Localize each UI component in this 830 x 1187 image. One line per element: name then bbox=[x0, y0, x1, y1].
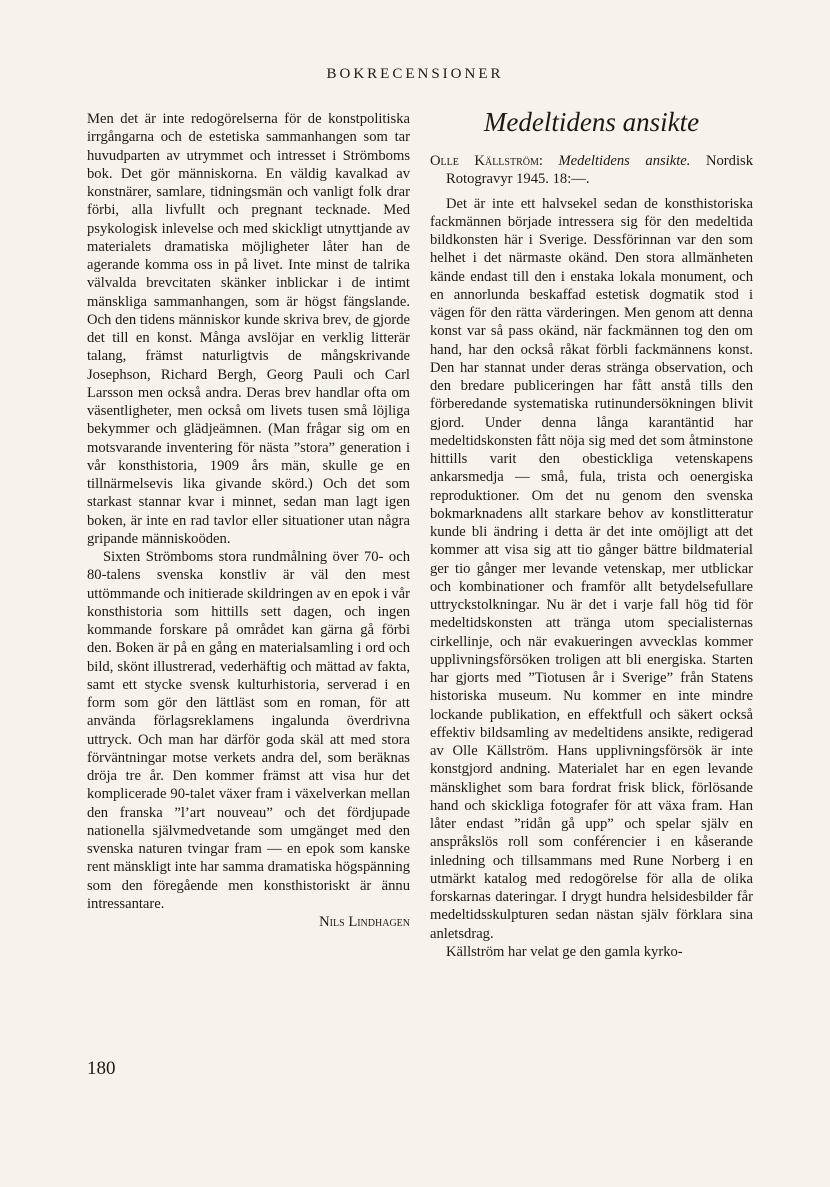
review-paragraph: Men det är inte redogörelserna för de konstpolitiska irrgångarna och de estetiska sammanhangen som tar huvudparten av utrymmet och intresset i Strömboms bok. Det gör människorna. En väldig kavalkad av konstnärer, samlare, tidningsmän och vanligt folk drar förbi, alla livfullt och pregnant tecknade. Med psykologisk inlevelse och med skickligt utnyttjande av materialets dramatiska möjligheter låter han de agerande komma oss in på livet. Inte minst de talrika välvalda brevcitaten skänker inblickar i de intimt mänskliga sammanhangen, som är högst fängslande. Och den tidens människor kunde skriva brev, de gjorde det till en konst. Många avslöjar en verklig litterär talang, främst naturligtvis de mångskrivande Josephson, Richard Bergh, Georg Pauli och Carl Larsson men också andra. Deras brev handlar ofta om väsentligheter, men också om livets tusen små löjliga bekymmer och glädjeämnen. (Man frågar sig om en motsvarande inventering för nästa ”stora” generation i vår konsthistoria, 1909 års män, skulle ge en tillnärmelsevis lika givande skörd.) Och det som starkast stannar kvar i minnet, sedan man lagt igen boken, är inte en rad tavlor eller situationer utan några gripande människoöden. bbox=[87, 111, 410, 547]
book-publisher: Nordisk Rotogravyr 1945. 18:—. bbox=[446, 153, 753, 188]
book-author: Olle Källström: bbox=[430, 153, 543, 169]
review-paragraph: Det är inte ett halvsekel sedan de konsthistoriska fackmännen började intressera sig för den medeltida bildkonsten här i Sverige. Dessförinnan var den som helhet i det närmaste okänd. Den stora allmänheten kände endast till den i enstaka lokala monument, och en annorlunda beskaffad estetisk dogmatik stod i vägen för den rätta värderingen. Men genom att denna konst var så pass okänd, när fackmännen tog den om hand, har den också råkat förbli fackmännens konst. Den har stannat under deras stränga observation, och den bredare publiceringen har fått anstå tills den förberedande systematiska rutinundersökningen blivit gjord. Under denna långa karantäntid har medeltidskonsten fått nöja sig med det som åtminstone hittills varit den obestickliga vetenskapens ankarsmedja — små, fula, trista och oenergiska reproduktioner. Om det nu genom den svenska bokmarknadens allt starkare behov av konstlitteratur kunde bli ändring i detta är det inte omöjligt att det kommer att visa sig att tio gånger bättre bildmaterial ger tio gånger mer levande vetenskap, mer utblickar och kombinationer och framför allt betydelsefullare uttryckstolkningar. Nu är det i varje fall hög tid för medeltidskonsten att tränga utom specialisternas cirkellinje, och när evakueringen avvecklas kommer upplivningsförsöken troligen att bli energiska. Starten har gjorts med ”Tiotusen år i Sverige” från Statens historiska museum. Nu kommer en inte mindre lockande publikation, en effektfull och säkert också effektiv bildsamling av medeltidens ansikte, redigerad av Olle Källström. Hans upplivningsförsök är inte konstgjord andning. Materialet har en egen levande mänsklighet som bara fordrat frisk blick, förlösande hand och skickliga fotografer för att växa fram. Han låter endast ”ridån gå upp” och spelar själv en anspråkslös roll som conférencier i en kåserande inledning och tillsammans med Rune Norberg i en utmärkt katalog med redogörelse för alla de olika forskarnas dateringar. I drygt hundra helsidesbilder får medeltidsskulpturen sedan nästan själv förklara sina anletsdrag. bbox=[430, 195, 753, 942]
review-paragraph: Sixten Strömboms stora rundmålning över 70- och 80-talens svenska konstliv är väl den mest uttömmande och initierade skildringen av en epok i vår konsthistoria som hittills sett dagen, och ingen kommande forskare på området kan gärna gå förbi den. Boken är på en gång en materialsamling i ord och bild, skönt illustrerad, vederhäftig och mättad av fakta, samt ett stycke svensk kulturhistoria, serverad i en form som gör den lättläst som en roman, för att använda förlagsreklamens ingalunda överdrivna uttryck. Och man har därför goda skäl att med stora förväntningar motse verkets andra del, som beräknas dröja tre år. Den kommer främst att visa hur det komplicerade 90-talet växer fram i växelverkan mellan den franska ”l’art nouveau” och det fördjupade nationella självmedvetande som umgänget med den svenska naturen tvingar fram — en epok som kanske rent mänskligt inte har samma dramatiska högspänning som den föregående men konsthistoriskt är ännu intressantare. bbox=[87, 549, 410, 912]
article-title: Medeltidens ansikte bbox=[483, 107, 700, 137]
running-head: BOKRECENSIONER bbox=[326, 66, 504, 82]
review-paragraph: Källström har velat ge den gamla kyrko- bbox=[446, 943, 683, 960]
page-number: 180 bbox=[87, 1058, 116, 1079]
right-column bbox=[430, 106, 753, 961]
left-column bbox=[87, 110, 410, 931]
reviewer-signature: Nils Lindhagen bbox=[319, 914, 410, 930]
book-title: Medeltidens ansikte. bbox=[558, 153, 691, 169]
book-info bbox=[430, 152, 753, 189]
